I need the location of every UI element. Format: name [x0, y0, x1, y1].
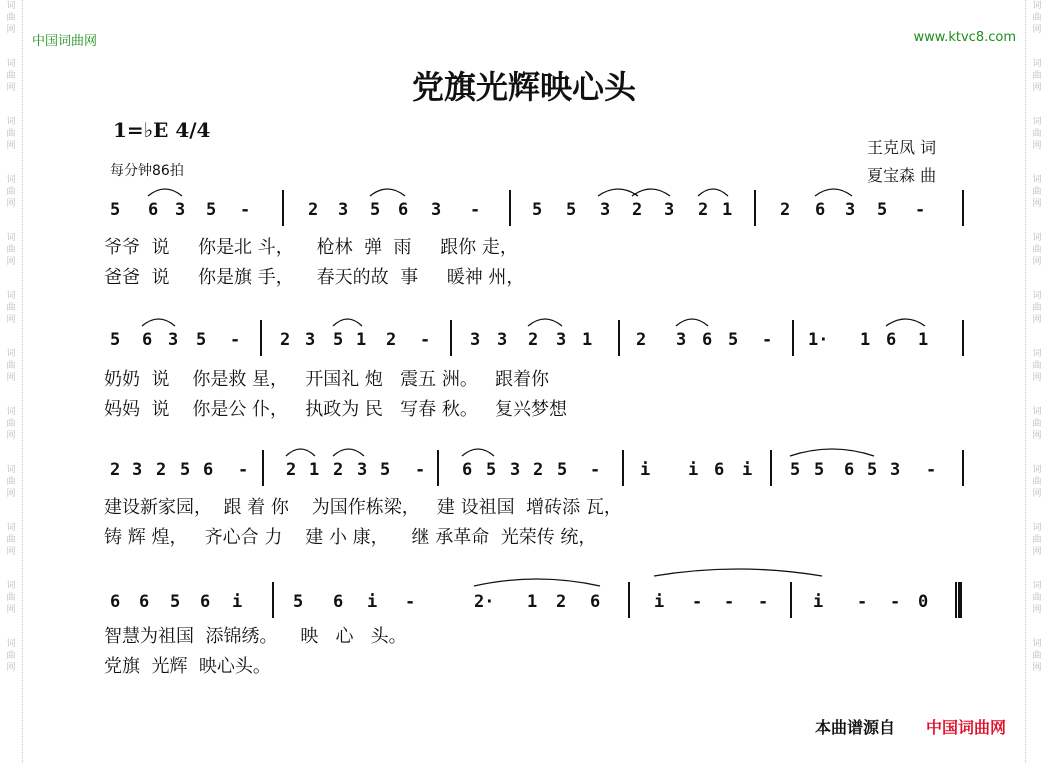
lyric-line: 智慧为祖国 添锦绣。 映 心 头。 — [104, 626, 407, 647]
jianpu-note: 6 — [714, 460, 725, 480]
jianpu-note: 5 — [110, 330, 121, 350]
jianpu-note: 2 — [632, 200, 643, 220]
lyricist-credit: 王克凤 词 — [867, 138, 937, 157]
key-signature: 1=♭E 4/4 — [113, 118, 211, 142]
jianpu-note: 5 — [380, 460, 391, 480]
jianpu-note: 6 — [886, 330, 897, 350]
source-label: 本曲谱源自 — [815, 718, 896, 737]
jianpu-note: 1 — [582, 330, 593, 350]
jianpu-note: - — [420, 330, 431, 350]
jianpu-note: i — [742, 460, 753, 480]
site-name[interactable]: 中国词曲网 — [32, 34, 98, 49]
jianpu-note: 2 — [528, 330, 539, 350]
jianpu-note: 1· — [808, 330, 829, 350]
jianpu-note: 6 — [333, 592, 344, 612]
slur-arc — [632, 189, 670, 196]
jianpu-note: 1 — [309, 460, 320, 480]
watermark-text: 词 曲 网 — [6, 175, 16, 209]
jianpu-note: 3 — [890, 460, 901, 480]
jianpu-note: 3 — [431, 200, 442, 220]
jianpu-note: - — [590, 460, 601, 480]
watermark-text: 词 曲 网 — [1032, 59, 1042, 93]
tempo-marking: 每分钟86拍 — [110, 163, 184, 179]
lyric-line: 铸 辉 煌， 齐心合 力 建 小 康， 继 承革命 光荣传 统， — [104, 527, 597, 548]
jianpu-note: 3 — [338, 200, 349, 220]
watermark-text: 词 曲 网 — [6, 59, 16, 93]
jianpu-note: i — [813, 592, 824, 612]
jianpu-note: - — [415, 460, 426, 480]
jianpu-note: 5 — [566, 200, 577, 220]
jianpu-note: 2 — [556, 592, 567, 612]
lyric-line: 建设新家园， 跟 着 你 为国作栋梁， 建 设祖国 增砖添 瓦， — [104, 497, 622, 518]
jianpu-note: 2 — [636, 330, 647, 350]
slur-arc — [815, 189, 852, 196]
jianpu-note: 2 — [386, 330, 397, 350]
watermark-text: 词 曲 网 — [6, 291, 16, 325]
site-url[interactable]: www.ktvc8.com — [913, 30, 1016, 45]
jianpu-note: - — [724, 592, 735, 612]
jianpu-note: 5 — [180, 460, 191, 480]
jianpu-note: 0 — [918, 592, 929, 612]
jianpu-note: 2 — [110, 460, 121, 480]
slur-arc — [528, 319, 562, 326]
jianpu-note: 3 — [357, 460, 368, 480]
jianpu-note: 5 — [532, 200, 543, 220]
watermark-text: 词 曲 网 — [6, 233, 16, 267]
jianpu-note: 6 — [398, 200, 409, 220]
jianpu-note: 5 — [170, 592, 181, 612]
jianpu-note: i — [688, 460, 699, 480]
jianpu-note: - — [692, 592, 703, 612]
watermark-text: 词 曲 网 — [1032, 1, 1042, 35]
jianpu-note: - — [857, 592, 868, 612]
jianpu-note: - — [926, 460, 937, 480]
watermark-text: 词 曲 网 — [1032, 407, 1042, 441]
watermark-text: 词 曲 网 — [6, 349, 16, 383]
lyric-line: 爷爷 说 你是北 斗， 枪林 弹 雨 跟你 走， — [104, 237, 518, 258]
jianpu-note: 3 — [664, 200, 675, 220]
jianpu-note: 2 — [308, 200, 319, 220]
jianpu-note: - — [230, 330, 241, 350]
jianpu-note: 2 — [698, 200, 709, 220]
watermark-text: 词 曲 网 — [6, 1, 16, 35]
watermark-text: 词 曲 网 — [1032, 581, 1042, 615]
jianpu-note: 1 — [356, 330, 367, 350]
slur-arc — [598, 189, 638, 196]
jianpu-note: 2 — [533, 460, 544, 480]
jianpu-note: 1 — [722, 200, 733, 220]
jianpu-note: - — [240, 200, 251, 220]
jianpu-note: i — [232, 592, 243, 612]
watermark-text: 词 曲 网 — [1032, 175, 1042, 209]
jianpu-note: 3 — [556, 330, 567, 350]
jianpu-note: 5 — [867, 460, 878, 480]
lyric-line: 奶奶 说 你是救 星， 开国礼 炮 震五 洲。 跟着你 — [104, 369, 549, 390]
slur-arc — [886, 319, 925, 326]
slur-arc — [790, 449, 874, 456]
jianpu-note: - — [470, 200, 481, 220]
jianpu-note: 1 — [527, 592, 538, 612]
jianpu-note: 5 — [814, 460, 825, 480]
slur-arc — [676, 319, 708, 326]
jianpu-note: 6 — [702, 330, 713, 350]
jianpu-note: 3 — [497, 330, 508, 350]
jianpu-note: 3 — [175, 200, 186, 220]
jianpu-note: 5 — [486, 460, 497, 480]
jianpu-note: 5 — [728, 330, 739, 350]
watermark-text: 词 曲 网 — [6, 465, 16, 499]
jianpu-note: - — [238, 460, 249, 480]
song-title: 党旗光辉映心头 — [411, 68, 636, 106]
jianpu-note: 5 — [206, 200, 217, 220]
watermark-text: 词 曲 网 — [1032, 349, 1042, 383]
jianpu-note: 3 — [600, 200, 611, 220]
jianpu-note: 3 — [676, 330, 687, 350]
slur-arc — [462, 449, 494, 456]
jianpu-note: 6 — [200, 592, 211, 612]
jianpu-note: 5 — [557, 460, 568, 480]
jianpu-note: 5 — [790, 460, 801, 480]
lyric-line: 党旗 光辉 映心头。 — [104, 656, 271, 677]
slur-arc — [370, 189, 405, 196]
watermark-text: 词 曲 网 — [6, 117, 16, 151]
jianpu-note: 6 — [110, 592, 121, 612]
watermark-text: 词 曲 网 — [6, 639, 16, 673]
jianpu-note: 1 — [860, 330, 871, 350]
jianpu-note: 3 — [470, 330, 481, 350]
jianpu-note: 6 — [844, 460, 855, 480]
watermark-text: 词 曲 网 — [1032, 233, 1042, 267]
jianpu-note: 6 — [142, 330, 153, 350]
slur-arc — [333, 449, 364, 456]
jianpu-note: 3 — [510, 460, 521, 480]
jianpu-note: 6 — [203, 460, 214, 480]
watermark-text: 词 曲 网 — [1032, 291, 1042, 325]
source-site-link[interactable]: 中国词曲网 — [926, 718, 1007, 737]
jianpu-note: 5 — [110, 200, 121, 220]
slur-arc — [698, 189, 728, 196]
watermark-text: 词 曲 网 — [1032, 465, 1042, 499]
jianpu-note: 3 — [305, 330, 316, 350]
lyric-line: 妈妈 说 你是公 仆， 执政为 民 写春 秋。 复兴梦想 — [104, 399, 567, 420]
jianpu-note: i — [367, 592, 378, 612]
jianpu-note: 5 — [333, 330, 344, 350]
jianpu-note: 2 — [333, 460, 344, 480]
jianpu-note: 1 — [918, 330, 929, 350]
jianpu-note: i — [640, 460, 651, 480]
watermark-text: 词 曲 网 — [6, 581, 16, 615]
slur-arc — [286, 449, 315, 456]
jianpu-note: 6 — [139, 592, 150, 612]
jianpu-note: i — [654, 592, 665, 612]
watermark-text: 词 曲 网 — [6, 407, 16, 441]
jianpu-note: 3 — [845, 200, 856, 220]
composer-credit: 夏宝森 曲 — [867, 166, 937, 185]
jianpu-note: - — [405, 592, 416, 612]
jianpu-note: 5 — [196, 330, 207, 350]
watermark-text: 词 曲 网 — [1032, 523, 1042, 557]
jianpu-note: 6 — [590, 592, 601, 612]
jianpu-note: 2 — [286, 460, 297, 480]
jianpu-note: 3 — [168, 330, 179, 350]
jianpu-note: 5 — [293, 592, 304, 612]
jianpu-note: 3 — [132, 460, 143, 480]
jianpu-note: 2· — [474, 592, 495, 612]
jianpu-note: - — [890, 592, 901, 612]
jianpu-note: - — [762, 330, 773, 350]
jianpu-note: - — [915, 200, 926, 220]
jianpu-note: 2 — [280, 330, 291, 350]
jianpu-note: 5 — [370, 200, 381, 220]
slur-arc — [474, 579, 600, 586]
jianpu-note: 5 — [877, 200, 888, 220]
jianpu-note: 2 — [156, 460, 167, 480]
slur-arc — [654, 569, 822, 576]
watermark-text: 词 曲 网 — [1032, 639, 1042, 673]
jianpu-note: - — [758, 592, 769, 612]
slur-arc — [333, 319, 362, 326]
jianpu-note: 2 — [780, 200, 791, 220]
watermark-text: 词 曲 网 — [1032, 117, 1042, 151]
slur-arc — [142, 319, 175, 326]
jianpu-note: 6 — [815, 200, 826, 220]
jianpu-note: 6 — [148, 200, 159, 220]
jianpu-note: 6 — [462, 460, 473, 480]
lyric-line: 爸爸 说 你是旗 手， 春天的故 事 暖神 州， — [104, 267, 525, 288]
watermark-text: 词 曲 网 — [6, 523, 16, 557]
slur-arc — [148, 189, 182, 196]
